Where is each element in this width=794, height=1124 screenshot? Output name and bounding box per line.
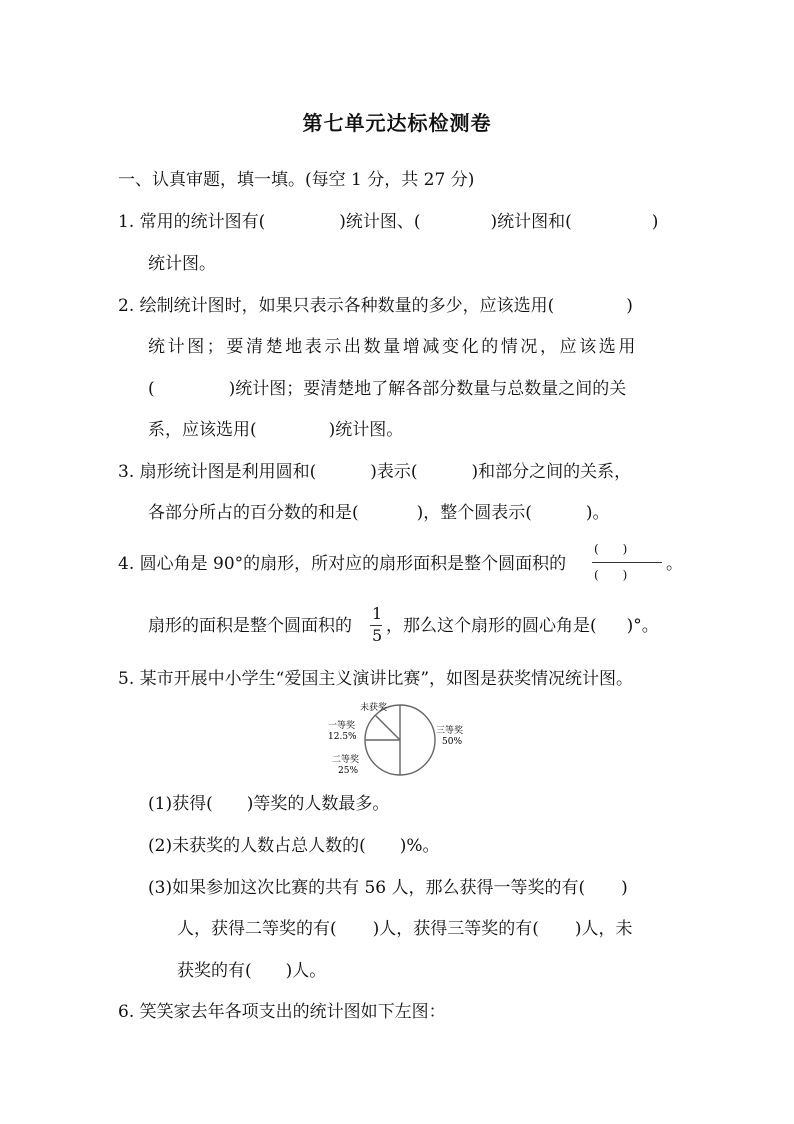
question-3-line-1: 3. 扇形统计图是利用圆和( )表示( )和部分之间的关系， [118,462,632,482]
question-5-line-1: 5. 某市开展中小学生“爱国主义演讲比赛”，如图是获奖情况统计图。 [118,669,634,689]
pie-label-second-pct: 25% [338,766,359,776]
question-4-line-2b: ，那么这个扇形的圆心角是( )°。 [386,616,659,636]
question-1-line-2: 统计图。 [148,254,216,274]
section-heading: 一、认真审题，填一填。(每空 1 分，共 27 分) [118,170,475,190]
question-4-line-1-end: 。 [666,554,683,574]
fraction-bar [592,562,662,563]
question-5-sub-3-line-1: (3)如果参加这次比赛的共有 56 人，那么获得一等奖的有( ) [148,878,628,898]
question-5-sub-1: (1)获得( )等奖的人数最多。 [148,794,390,814]
pie-label-third-pct: 50% [442,737,463,747]
question-1-line-1: 1. 常用的统计图有( )统计图、( )统计图和( ) [118,212,659,232]
fraction-blank-denominator: ( ) [594,568,628,582]
question-5-sub-3-line-3: 获奖的有( )人。 [177,961,327,981]
question-4-line-2a: 扇形的面积是整个圆面积的 [148,616,352,636]
fraction-one-fifth-numerator: 1 [372,604,383,623]
question-2-line-2: 统计图；要清楚地表示出数量增减变化的情况，应该选用 [148,337,638,357]
page-title: 第七单元达标检测卷 [302,111,492,135]
question-2-line-4: 系，应该选用( )统计图。 [148,420,404,440]
pie-label-unawarded: 未获奖 [360,703,388,713]
fraction-one-fifth-denominator: 5 [372,626,383,645]
award-pie-chart [322,698,472,780]
question-4-line-1: 4. 圆心角是 90°的扇形，所对应的扇形面积是整个圆面积的 [118,554,567,574]
question-2-line-1: 2. 绘制统计图时，如果只表示各种数量的多少，应该选用( ) [118,296,633,316]
pie-label-third: 三等奖 [436,726,464,736]
pie-label-second: 二等奖 [332,755,360,765]
fraction-blank-numerator: ( ) [594,542,628,556]
question-5-sub-2: (2)未获奖的人数占总人数的( )%。 [148,836,440,856]
pie-label-first: 一等奖 [328,721,356,731]
pie-label-first-pct: 12.5% [328,732,357,742]
question-2-line-3: ( )统计图；要清楚地了解各部分数量与总数量之间的关 [148,379,627,399]
question-3-line-2: 各部分所占的百分数的和是( )，整个圆表示( )。 [148,503,610,523]
question-5-sub-3-line-2: 人，获得二等奖的有( )人，获得三等奖的有( )人，未 [177,919,633,939]
question-6-line-1: 6. 笑笑家去年各项支出的统计图如下左图： [118,1002,446,1022]
pie-boundary-diagonal [375,715,400,740]
